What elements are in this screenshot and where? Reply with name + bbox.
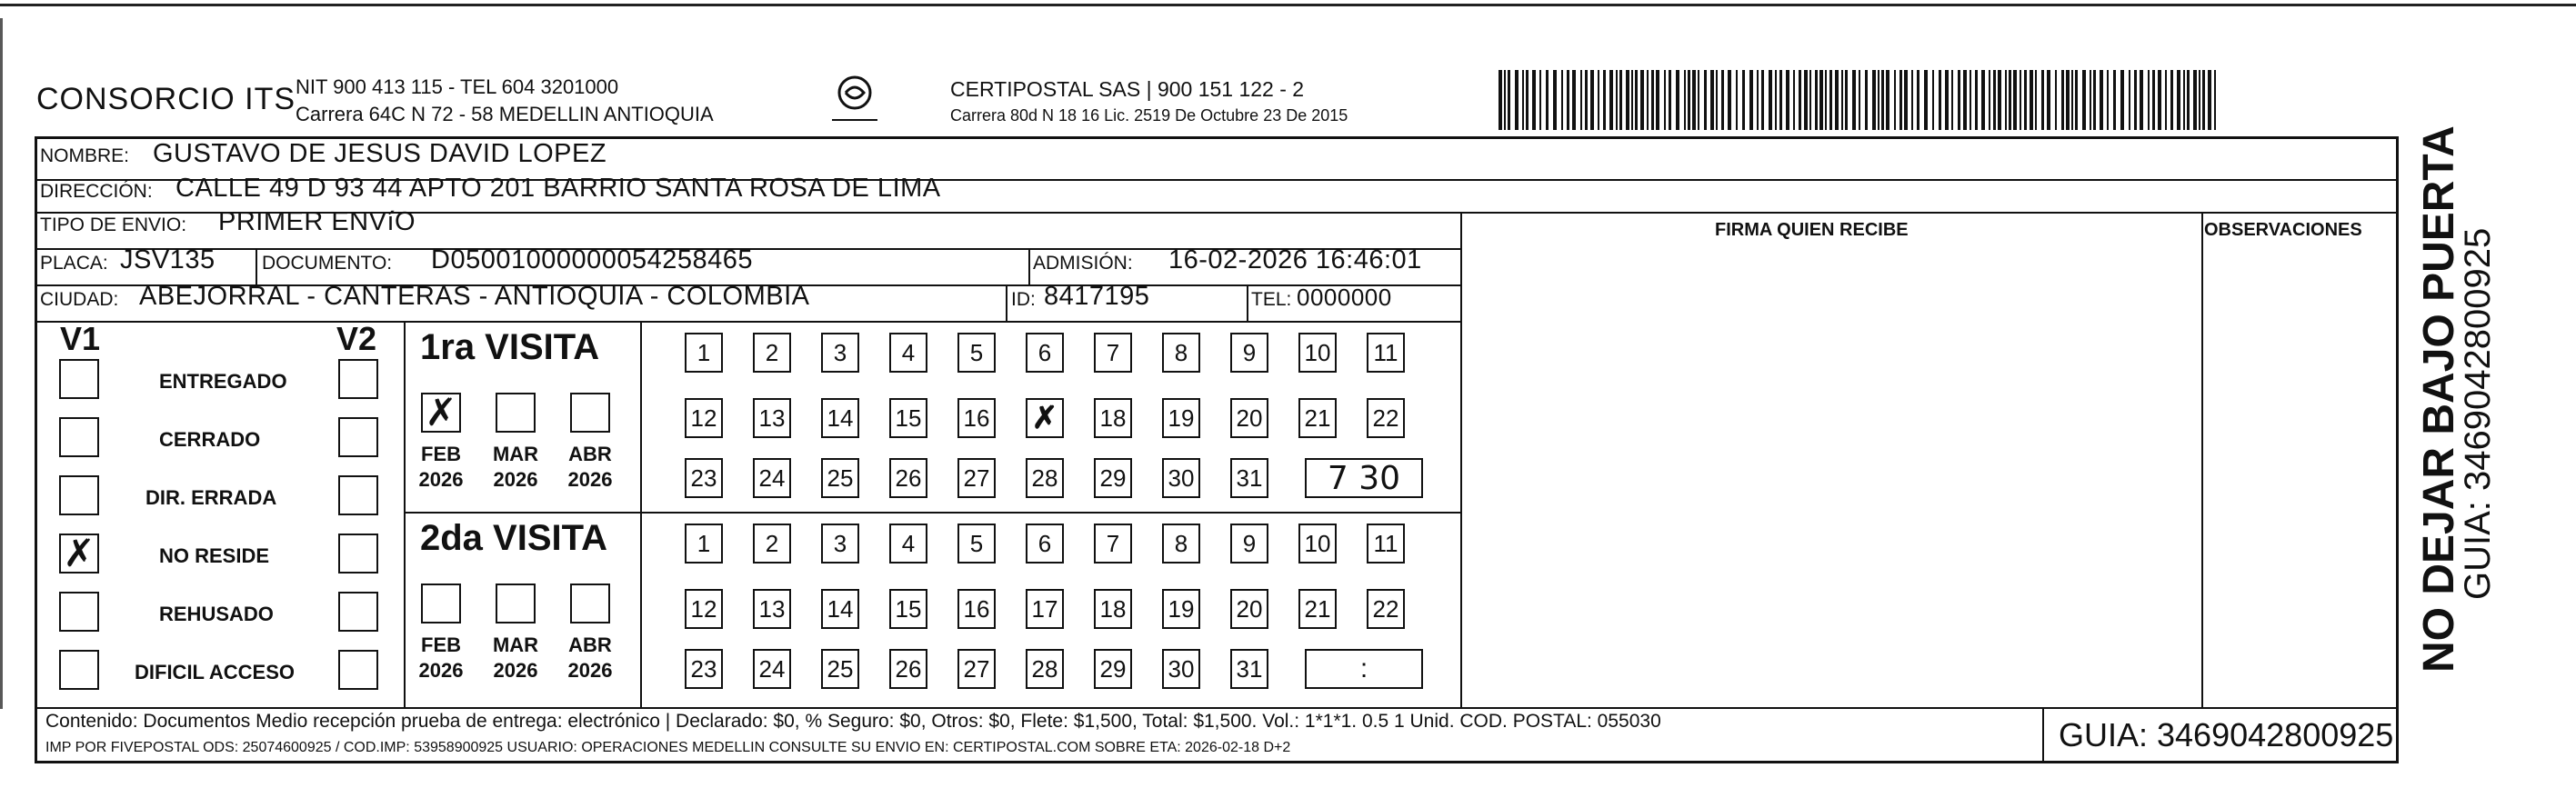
barcode-bar [1993, 70, 1996, 130]
footer-guia: GUIA: 3469042800925 [2059, 716, 2394, 753]
second-day-box[interactable]: 10 [1298, 524, 1337, 564]
v1-checkbox[interactable] [59, 650, 99, 690]
barcode-bar [2134, 70, 2137, 130]
barcode-bar [1970, 70, 1971, 130]
v2-checkbox[interactable] [338, 534, 378, 574]
barcode-bar [1761, 70, 1764, 130]
admision-value: 16-02-2026 16:46:01 [1168, 245, 1422, 274]
v2-checkbox[interactable] [338, 417, 378, 457]
second-day-box[interactable]: 1 [685, 524, 723, 564]
first-day-box[interactable]: 1 [685, 333, 723, 373]
second-day-box[interactable]: 17 [1026, 589, 1064, 629]
barcode-bar [1951, 70, 1953, 130]
barcode-bar [1775, 70, 1777, 130]
status-label: CERRADO [159, 428, 261, 451]
barcode-bar [1958, 70, 1960, 130]
company-name: CONSORCIO ITS [36, 82, 296, 116]
first-year-label: 2026 [567, 468, 613, 491]
barcode-bar [1911, 70, 1913, 130]
placa-value: JSV135 [120, 245, 216, 274]
footer-print-line: IMP POR FIVEPOSTAL ODS: 25074600925 / COD.IMP: 53958900925 USUARIO: OPERACIONES MEDELLIN CONSULTE SU ENVIO EN: CERTIPOSTAL.COM SOBRE ETA: 2026-02-18 D+2 [45, 740, 1291, 755]
placa-label: PLACA: [40, 253, 108, 274]
admision-label: ADMISIÓN: [1033, 253, 1133, 274]
barcode-bar [1859, 70, 1860, 130]
barcode-bar [2107, 70, 2109, 130]
barcode-bar [1651, 70, 1654, 130]
second-day-box[interactable]: 7 [1094, 524, 1132, 564]
barcode-bar [2030, 70, 2033, 130]
barcode-bar [1561, 70, 1563, 130]
barcode-bar [2187, 70, 2190, 130]
barcode-bar [2183, 70, 2185, 130]
barcode-bar [2193, 70, 2197, 130]
barcode-bar [1647, 70, 1649, 130]
v1-checkbox[interactable] [59, 592, 99, 632]
second-day-box[interactable]: 4 [889, 524, 927, 564]
barcode-bar [1904, 70, 1908, 130]
first-day-box[interactable]: 27 [957, 458, 996, 498]
first-month-checkbox[interactable] [570, 393, 610, 433]
barcode-bar [2075, 70, 2078, 130]
nombre-label: NOMBRE: [40, 145, 130, 166]
barcode-bar [2055, 70, 2057, 130]
barcode-bar [2129, 70, 2130, 130]
barcode-bar [1975, 70, 1978, 130]
barcode-bar [1522, 70, 1524, 130]
second-day-box[interactable]: 30 [1162, 649, 1200, 689]
nombre-value: GUSTAVO DE JESUS DAVID LOPEZ [153, 139, 607, 168]
second-day-box[interactable]: 11 [1367, 524, 1405, 564]
v2-checkbox[interactable] [338, 592, 378, 632]
second-day-box[interactable]: 28 [1026, 649, 1064, 689]
v1-checkbox[interactable] [59, 534, 99, 574]
direccion-value: CALLE 49 D 93 44 APTO 201 BARRIO SANTA ROSA DE LIMA [175, 174, 941, 203]
v1-checkbox[interactable] [59, 475, 99, 515]
first-day-box[interactable]: 23 [685, 458, 723, 498]
first-month-label: MAR [492, 443, 539, 465]
first-day-box[interactable]: 3 [821, 333, 859, 373]
left-edge-rule [0, 18, 3, 709]
first-year-label: 2026 [418, 468, 464, 491]
first-day-box[interactable]: 24 [753, 458, 791, 498]
second-month-checkbox[interactable] [496, 584, 536, 623]
second-day-box[interactable]: 27 [957, 649, 996, 689]
second-day-box[interactable]: 29 [1094, 649, 1132, 689]
barcode-bar [1917, 70, 1919, 130]
barcode-bar [1532, 70, 1536, 130]
second-day-box[interactable]: 14 [821, 589, 859, 629]
barcode-bar [2140, 70, 2143, 130]
certipostal-name: CERTIPOSTAL SAS | 900 151 122 - 2 [950, 77, 1305, 101]
company-nit: NIT 900 413 115 - TEL 604 3201000 [296, 75, 619, 98]
top-rule [0, 4, 2576, 6]
observaciones-header: OBSERVACIONES [2204, 220, 2362, 240]
v1-header: V1 [60, 320, 101, 357]
barcode-bar [1845, 70, 1848, 130]
check-mark-icon: ✗ [425, 391, 457, 434]
second-month-checkbox[interactable] [421, 584, 461, 623]
barcode-bar [2024, 70, 2027, 130]
barcode-bar [2202, 70, 2205, 130]
second-day-box[interactable]: 18 [1094, 589, 1132, 629]
barcode-bar [2071, 70, 2073, 130]
first-day-box[interactable]: 2 [753, 333, 791, 373]
barcode-bar [1721, 70, 1724, 130]
barcode-bar [1585, 70, 1588, 130]
second-year-label: 2026 [493, 659, 538, 682]
barcode-bar [2041, 70, 2044, 130]
second-day-box[interactable]: 12 [685, 589, 723, 629]
first-month-checkbox[interactable] [496, 393, 536, 433]
barcode-bar [1749, 70, 1753, 130]
documento-label: DOCUMENTO: [262, 253, 393, 274]
barcode-bar [2120, 70, 2124, 130]
footer-content-line: Contenido: Documentos Medio recepción prueba de entrega: electrónico | Declarado: $0, % Seguro: $0, Otros: $0, Flete: $1,500, Total: $1,500. Vol.: 1*1*1. 0.5 1 Unid. COD. POSTAL: 055030 [45, 711, 1661, 732]
first-day-box[interactable]: 14 [821, 398, 859, 438]
barcode-bar [1819, 70, 1823, 130]
v1-checkbox[interactable] [59, 359, 99, 399]
barcode-bar [1878, 70, 1879, 130]
second-day-box[interactable]: 25 [821, 649, 859, 689]
first-day-box[interactable]: 31 [1230, 458, 1268, 498]
first-time-box[interactable]: 7 30 [1305, 458, 1423, 498]
first-year-label: 2026 [493, 468, 538, 491]
second-day-box[interactable]: 23 [685, 649, 723, 689]
first-day-box[interactable]: 18 [1094, 398, 1132, 438]
barcode-bar [1989, 70, 1990, 130]
barcode-bar [1865, 70, 1868, 130]
first-day-box[interactable]: 20 [1230, 398, 1268, 438]
barcode-bar [1786, 70, 1789, 130]
first-day-box[interactable]: 26 [889, 458, 927, 498]
barcode-bar [2020, 70, 2021, 130]
first-month-checkbox[interactable] [421, 393, 461, 433]
second-day-box[interactable]: 21 [1298, 589, 1337, 629]
certipostal-license: Carrera 80d N 18 16 Lic. 2519 De Octubre 23 De 2015 [950, 106, 1348, 125]
v2-checkbox[interactable] [338, 359, 378, 399]
status-label: NO RESIDE [159, 544, 270, 567]
barcode-bar [1640, 70, 1644, 130]
first-day-box[interactable]: 28 [1026, 458, 1064, 498]
barcode-bar [1526, 70, 1529, 130]
v2-checkbox[interactable] [338, 650, 378, 690]
barcode-bar [1656, 70, 1659, 130]
first-day-box[interactable]: 4 [889, 333, 927, 373]
first-day-box[interactable]: 11 [1367, 333, 1405, 373]
tipo-envio-label: TIPO DE ENVIO: [40, 214, 187, 235]
v2-checkbox[interactable] [338, 475, 378, 515]
barcode-bar [1799, 70, 1801, 130]
second-day-box[interactable]: 5 [957, 524, 996, 564]
barcode-bar [1804, 70, 1808, 130]
barcode-bar [2208, 70, 2211, 130]
barcode-bar [1757, 70, 1759, 130]
first-day-box[interactable]: 5 [957, 333, 996, 373]
barcode-bar [2061, 70, 2064, 130]
side-guia: GUIA: 3469042800925 [2458, 227, 2498, 600]
barcode-bar [1872, 70, 1876, 130]
first-day-box[interactable]: 9 [1230, 333, 1268, 373]
barcode-bar [1598, 70, 1599, 130]
barcode-bar [1924, 70, 1928, 130]
second-month-checkbox[interactable] [570, 584, 610, 623]
second-time-box[interactable]: : [1305, 649, 1423, 689]
barcode-bar [1504, 70, 1506, 130]
barcode-bar [1852, 70, 1856, 130]
barcode-bar [1515, 70, 1519, 130]
second-day-box[interactable]: 9 [1230, 524, 1268, 564]
barcode-bar [2199, 70, 2200, 130]
tipo-envio-value: PRIMER ENVíO [218, 207, 416, 236]
firma-header: FIRMA QUIEN RECIBE [1715, 220, 1909, 240]
first-month-label: FEB [421, 443, 461, 465]
first-day-box[interactable]: 22 [1367, 398, 1405, 438]
first-day-box[interactable]: 6 [1026, 333, 1064, 373]
barcode-bar [1809, 70, 1811, 130]
barcode-bar [1932, 70, 1934, 130]
barcode-bar [1704, 70, 1707, 130]
barcode-bar [1631, 70, 1633, 130]
barcode-bar [1981, 70, 1985, 130]
barcode-bar [1779, 70, 1782, 130]
status-label: DIR. ERRADA [145, 486, 277, 509]
id-label: ID: [1011, 289, 1036, 310]
first-day-box[interactable]: 8 [1162, 333, 1200, 373]
documento-value: D05001000000054258465 [431, 245, 754, 274]
barcode-bar [2066, 70, 2070, 130]
second-day-box[interactable]: 22 [1367, 589, 1405, 629]
barcode-bar [1825, 70, 1827, 130]
barcode-bar [1626, 70, 1629, 130]
barcode-bar [1963, 70, 1967, 130]
second-day-box[interactable]: 19 [1162, 589, 1200, 629]
barcode-bar [1692, 70, 1696, 130]
barcode-bar [2009, 70, 2011, 130]
second-day-box[interactable]: 2 [753, 524, 791, 564]
second-day-box[interactable]: 6 [1026, 524, 1064, 564]
barcode-bar [1894, 70, 1896, 130]
barcode-bar [2214, 70, 2216, 130]
first-day-box[interactable]: 30 [1162, 458, 1200, 498]
direccion-label: DIRECCIÓN: [40, 181, 153, 202]
barcode-bar [2113, 70, 2116, 130]
first-day-box[interactable]: 13 [753, 398, 791, 438]
barcode-bar [1945, 70, 1949, 130]
barcode-bar [1616, 70, 1618, 130]
barcode-bar [2035, 70, 2037, 130]
barcode-bar [1742, 70, 1745, 130]
barcode-bar [1710, 70, 1714, 130]
first-day-box[interactable]: 19 [1162, 398, 1200, 438]
ciudad-label: CIUDAD: [40, 289, 119, 310]
second-month-label: MAR [492, 633, 539, 656]
barcode-bar [1998, 70, 2001, 130]
first-day-box[interactable]: 15 [889, 398, 927, 438]
barcode-bar [1684, 70, 1686, 130]
barcode-bar [2013, 70, 2017, 130]
barcode-bar [2005, 70, 2007, 130]
barcode-bar [1841, 70, 1843, 130]
status-label: REHUSADO [159, 603, 274, 625]
barcode-bar [1664, 70, 1666, 130]
ciudad-value: ABEJORRAL - CANTERAS - ANTIOQUIA - COLOMBIA [139, 282, 810, 311]
barcode-bar [1728, 70, 1731, 130]
second-day-box[interactable]: 26 [889, 649, 927, 689]
check-mark-icon: ✗ [63, 532, 95, 574]
second-visit-title: 2da VISITA [420, 518, 607, 558]
first-day-box[interactable]: 16 [957, 398, 996, 438]
tel-label: TEL: [1251, 289, 1292, 310]
tel-value: 0000000 [1297, 284, 1392, 311]
v1-checkbox[interactable] [59, 417, 99, 457]
barcode-bar [2100, 70, 2103, 130]
second-day-box[interactable]: 31 [1230, 649, 1268, 689]
first-day-box[interactable]: 21 [1298, 398, 1337, 438]
first-visit-title: 1ra VISITA [420, 327, 600, 367]
second-day-box[interactable]: 3 [821, 524, 859, 564]
first-day-box[interactable]: 12 [685, 398, 723, 438]
barcode-bar [1939, 70, 1941, 130]
first-day-box[interactable] [1026, 398, 1064, 438]
second-month-label: FEB [421, 633, 461, 656]
barcode-bar [1881, 70, 1884, 130]
check-mark-icon: ✗ [1031, 401, 1058, 435]
certipostal-logo [809, 73, 900, 127]
second-day-box[interactable]: 15 [889, 589, 927, 629]
barcode-bar [1539, 70, 1541, 130]
barcode-bar [2158, 70, 2161, 130]
barcode-bar [1609, 70, 1613, 130]
second-day-box[interactable]: 8 [1162, 524, 1200, 564]
second-month-label: ABR [568, 633, 612, 656]
v2-header: V2 [336, 320, 377, 357]
company-address: Carrera 64C N 72 - 58 MEDELLIN ANTIOQUIA [296, 103, 714, 125]
barcode-bar [1635, 70, 1638, 130]
barcode [1498, 70, 2221, 130]
barcode-bar [2148, 70, 2150, 130]
barcode-bar [1676, 70, 1679, 130]
second-day-box[interactable]: 24 [753, 649, 791, 689]
barcode-bar [1886, 70, 1889, 130]
barcode-bar [1546, 70, 1549, 130]
barcode-bar [1736, 70, 1738, 130]
barcode-bar [1698, 70, 1699, 130]
barcode-bar [1572, 70, 1576, 130]
barcode-bar [1508, 70, 1510, 130]
barcode-bar [1590, 70, 1594, 130]
second-day-box[interactable]: 20 [1230, 589, 1268, 629]
second-year-label: 2026 [567, 659, 613, 682]
barcode-bar [1835, 70, 1839, 130]
no-dejar-warning: NO DEJAR BAJO PUERTA [2415, 125, 2463, 673]
barcode-bar [2093, 70, 2096, 130]
barcode-bar [2082, 70, 2086, 130]
barcode-bar [1815, 70, 1818, 130]
first-day-box[interactable]: 7 [1094, 333, 1132, 373]
barcode-bar [1603, 70, 1606, 130]
barcode-bar [1553, 70, 1557, 130]
barcode-bar [1793, 70, 1795, 130]
second-day-box[interactable]: 13 [753, 589, 791, 629]
second-year-label: 2026 [418, 659, 464, 682]
first-day-box[interactable]: 25 [821, 458, 859, 498]
barcode-bar [2152, 70, 2155, 130]
barcode-bar [1498, 70, 1502, 130]
first-month-label: ABR [568, 443, 612, 465]
barcode-bar [1619, 70, 1622, 130]
barcode-bar [2165, 70, 2167, 130]
barcode-bar [2047, 70, 2050, 130]
barcode-bar [1567, 70, 1569, 130]
barcode-bar [2090, 70, 2091, 130]
barcode-bar [1829, 70, 1832, 130]
first-day-box[interactable]: 10 [1298, 333, 1337, 373]
first-day-box[interactable]: 29 [1094, 458, 1132, 498]
barcode-bar [1716, 70, 1718, 130]
barcode-bar [1769, 70, 1772, 130]
barcode-bar [1899, 70, 1902, 130]
status-label: DIFICIL ACCESO [135, 661, 296, 683]
barcode-bar [2170, 70, 2173, 130]
barcode-bar [1580, 70, 1582, 130]
id-value: 8417195 [1044, 282, 1150, 311]
barcode-bar [1688, 70, 1690, 130]
barcode-bar [1669, 70, 1671, 130]
barcode-bar [2177, 70, 2180, 130]
second-day-box[interactable]: 16 [957, 589, 996, 629]
status-label: ENTREGADO [159, 370, 287, 393]
